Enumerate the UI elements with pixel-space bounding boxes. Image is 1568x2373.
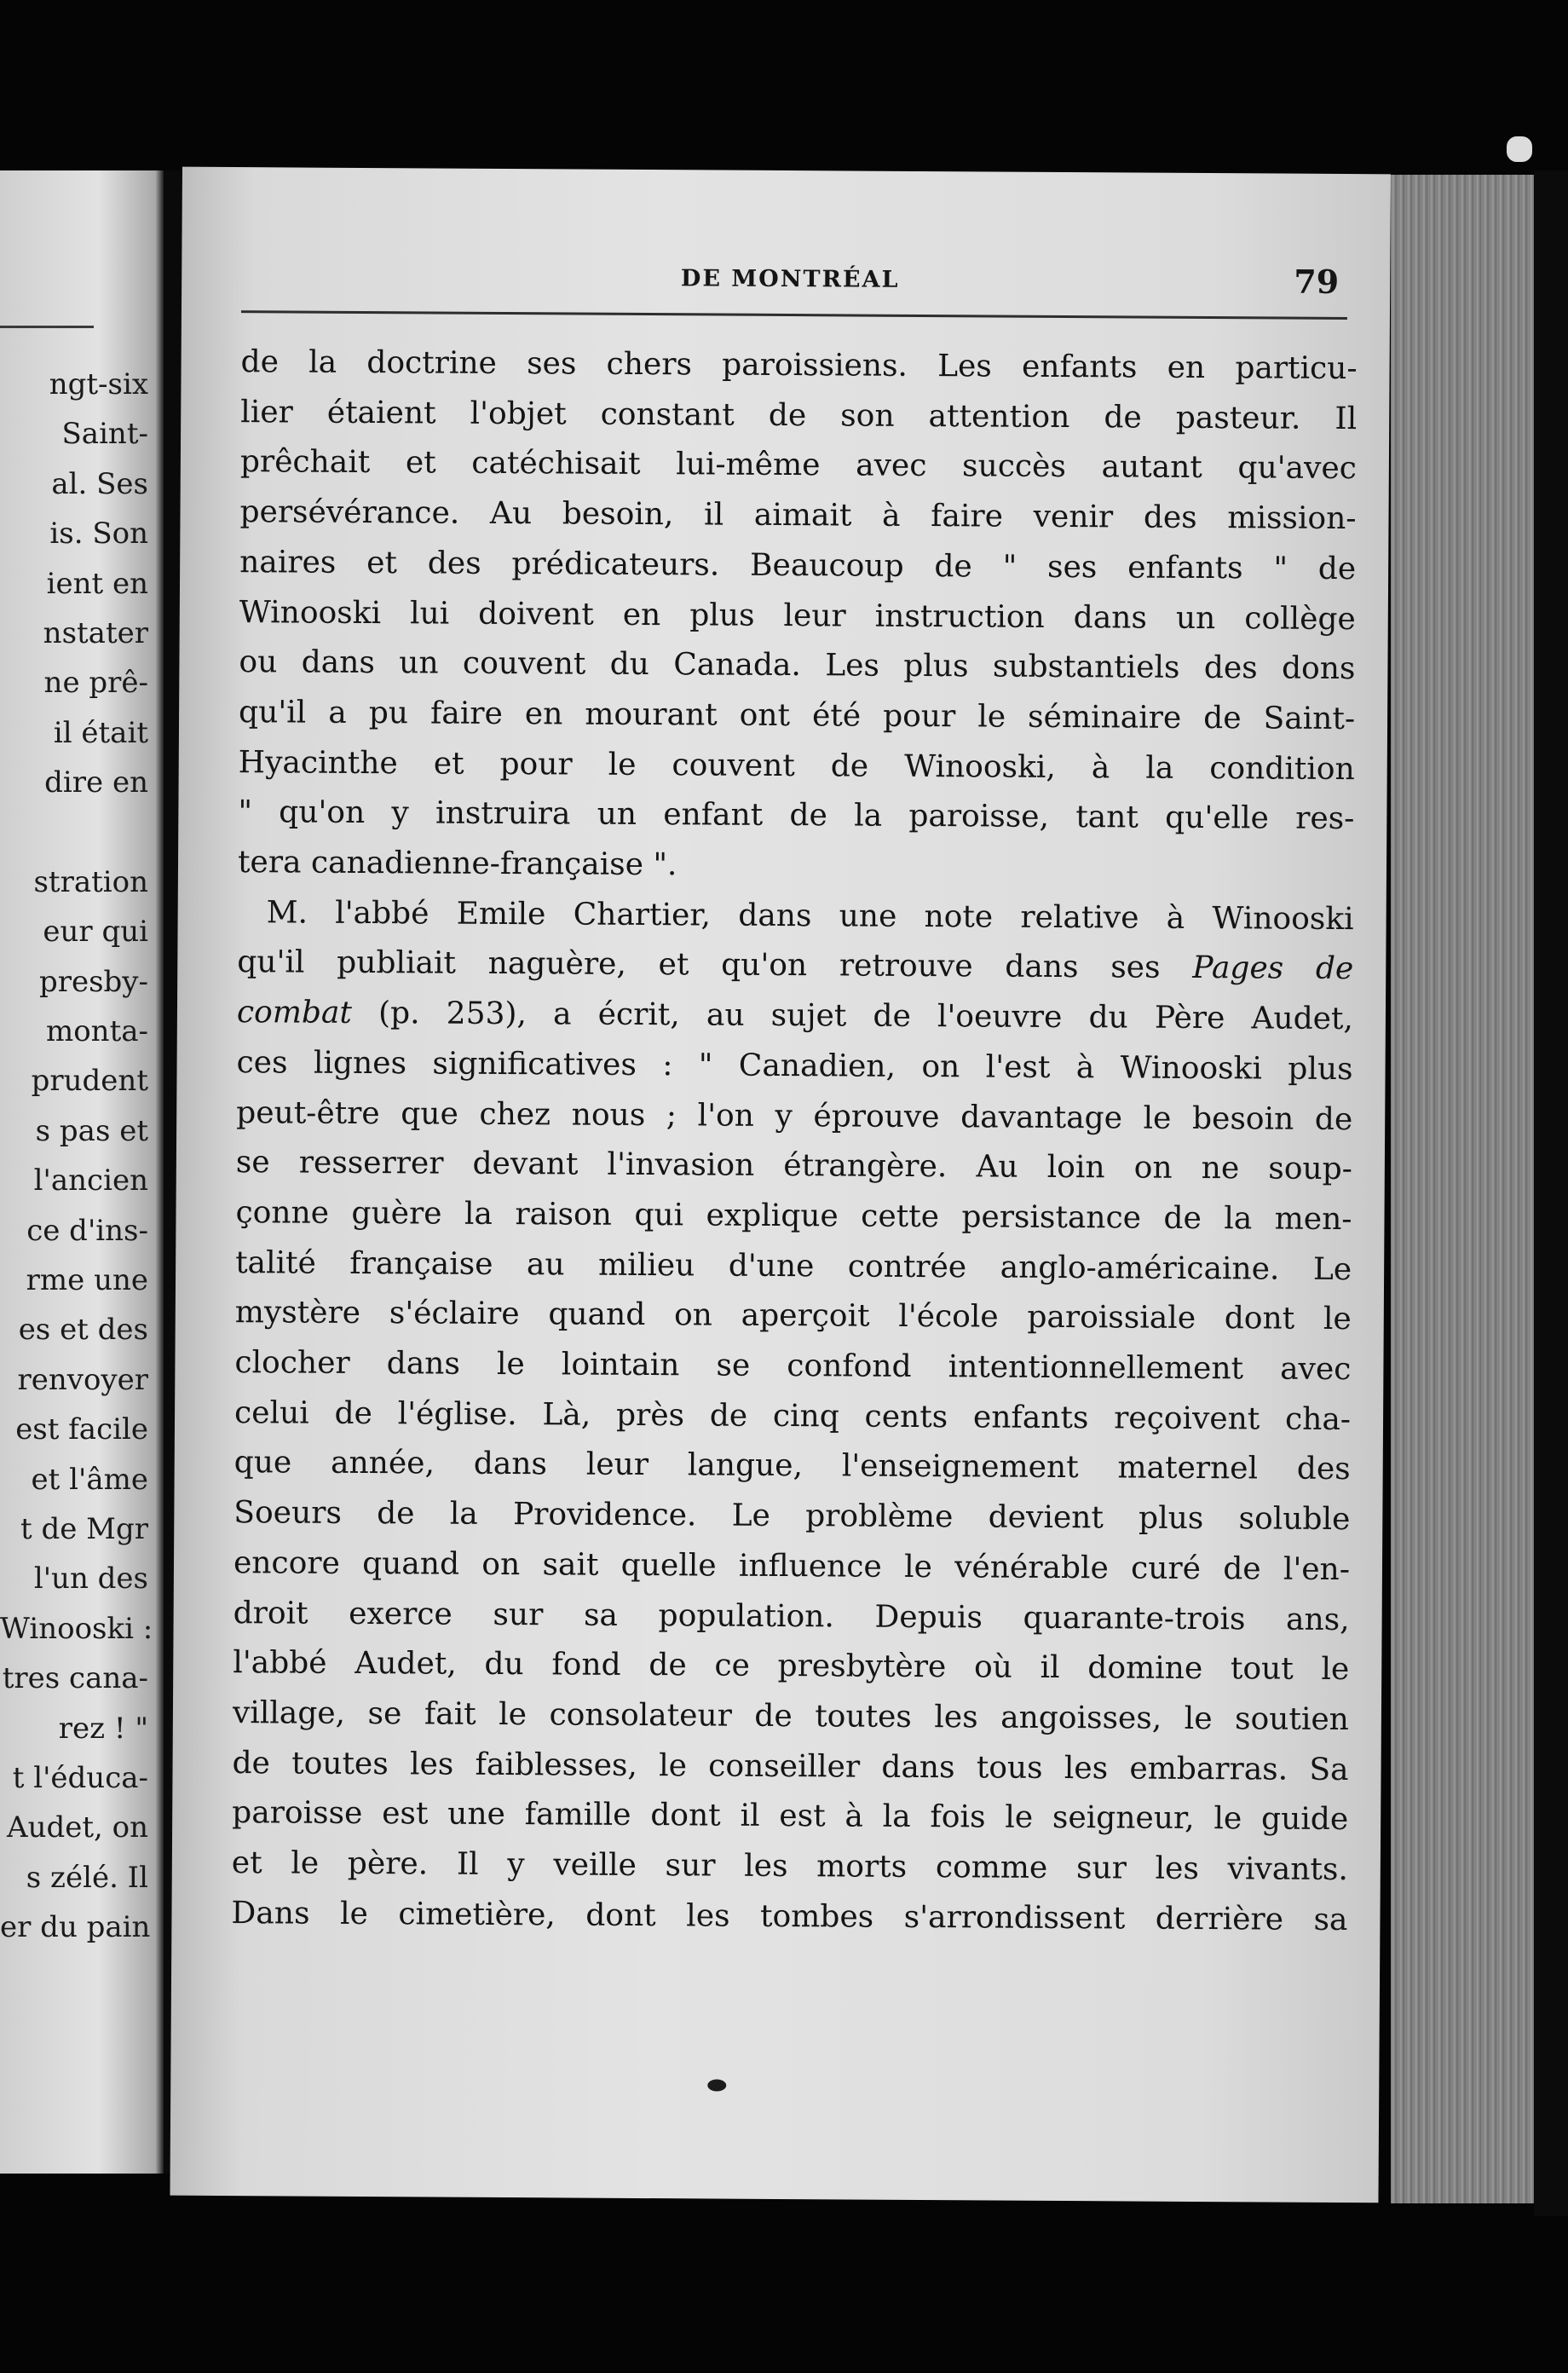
text-line: de toutes les faiblesses, le conseiller dans tous les embarras. Sa bbox=[232, 1745, 1349, 1787]
text-line: M. l'abbé Emile Chartier, dans une note relative à Winooski bbox=[266, 895, 1354, 937]
text-line: çonne guère la raison qui explique cette persistance de la men- bbox=[235, 1195, 1352, 1238]
text-line: peut-être que chez nous ; l'on y éprouve davantage le besoin de bbox=[236, 1094, 1353, 1137]
text-line: l'abbé Audet, du fond de ce presbytère où il domine tout le bbox=[233, 1645, 1350, 1688]
book-title-italic: combat bbox=[236, 995, 353, 1031]
page-body bbox=[231, 338, 1357, 1945]
text-line: encore quand on sait quelle influence le vénérable curé de l'en- bbox=[233, 1544, 1351, 1587]
left-text-line: t de Mgr bbox=[20, 1511, 148, 1546]
text-line: persévérance. Au besoin, il aimait à faire venir des mission- bbox=[239, 494, 1357, 537]
text-line: lier étaient l'objet constant de son attention de pasteur. Il bbox=[240, 394, 1358, 436]
text-line: que année, dans leur langue, l'enseignement maternel des bbox=[233, 1445, 1351, 1487]
left-text-line: il était bbox=[53, 715, 148, 750]
left-text-line: s zélé. Il bbox=[26, 1860, 148, 1895]
text-line: naires et des prédicateurs. Beaucoup de " ses enfants " de bbox=[239, 544, 1357, 586]
text-line bbox=[237, 988, 1353, 1045]
text-line: Soeurs de la Providence. Le problème devient plus soluble bbox=[233, 1495, 1351, 1538]
left-text-line: tres cana- bbox=[2, 1661, 148, 1696]
text-line: " qu'on y instruira un enfant de la paroisse, tant qu'elle res- bbox=[238, 794, 1355, 837]
left-text-line: dire en bbox=[44, 765, 148, 800]
left-text-line: et l'âme bbox=[31, 1462, 148, 1497]
text-line bbox=[237, 938, 1353, 996]
left-text-line: l'ancien bbox=[33, 1163, 148, 1198]
left-text-line: rme une bbox=[26, 1263, 148, 1298]
left-text-line: is. Son bbox=[49, 517, 148, 551]
text-line: et le père. Il y veille sur les morts comme sur les vivants. bbox=[231, 1845, 1348, 1888]
left-text-line: ngt-six bbox=[49, 367, 148, 401]
text-line: celui de l'église. Là, près de cinq cents enfants reçoivent cha- bbox=[233, 1394, 1352, 1437]
left-text-line: es et des bbox=[18, 1313, 148, 1348]
left-text-line: s pas et bbox=[35, 1113, 148, 1148]
book-page bbox=[170, 167, 1391, 2203]
text-line: droit exerce sur sa population. Depuis quarante-trois ans, bbox=[233, 1595, 1350, 1637]
text-line: paroisse est une famille dont il est à la fois le seigneur, le guide bbox=[232, 1795, 1349, 1838]
left-text-line: eur qui bbox=[43, 915, 148, 950]
left-text-line: est facile bbox=[15, 1412, 148, 1447]
left-text-line: al. Ses bbox=[51, 466, 148, 501]
running-title: DE MONTRÉAL bbox=[680, 265, 900, 293]
text-fragment: (p. 253), a écrit, au sujet de l'oeuvre du Père Audet, bbox=[378, 996, 1354, 1037]
text-fragment: qu'il publiait naguère, et qu'on retrouve dans ses bbox=[237, 944, 1161, 986]
text-line: tera canadienne-française ". bbox=[237, 845, 677, 883]
text-line: Hyacinthe et pour le couvent de Winooski, à la condition bbox=[238, 744, 1355, 787]
text-line: talité française au milieu d'une contrée anglo-américaine. Le bbox=[235, 1244, 1352, 1287]
left-text-line: rez ! " bbox=[58, 1711, 148, 1746]
left-page-header-rule bbox=[0, 326, 94, 328]
text-line: de la doctrine ses chers paroissiens. Les enfants en particu- bbox=[240, 344, 1358, 387]
left-text-line: er du pain bbox=[0, 1910, 151, 1945]
left-text-line: nstater bbox=[43, 615, 148, 650]
text-line: Winooski lui doivent en plus leur instruction dans un collège bbox=[239, 594, 1356, 637]
background-shadow bbox=[1534, 170, 1568, 2216]
left-text-line: ce d'ins- bbox=[26, 1213, 148, 1248]
text-line: village, se fait le consolateur de toutes les angoisses, le soutien bbox=[232, 1695, 1350, 1738]
text-line: mystère s'éclaire quand on aperçoit l'école paroissiale dont le bbox=[234, 1295, 1352, 1337]
left-page-text bbox=[0, 360, 153, 1953]
left-text-line: ient en bbox=[46, 566, 148, 601]
paragraph-1 bbox=[238, 338, 1358, 895]
book-title-italic: Pages de bbox=[1192, 950, 1354, 987]
left-text-line: t l'éduca- bbox=[12, 1760, 148, 1795]
left-text-line: renvoyer bbox=[17, 1362, 148, 1397]
left-text-line bbox=[0, 808, 153, 857]
page-number: 79 bbox=[1294, 262, 1340, 301]
left-text-line: stration bbox=[33, 864, 148, 899]
left-page-fragment bbox=[0, 170, 164, 2174]
left-text-line: prudent bbox=[31, 1064, 148, 1099]
left-text-line: ne prê- bbox=[43, 666, 148, 701]
ink-speck bbox=[707, 2079, 726, 2091]
text-line: clocher dans le lointain se confond intentionnellement avec bbox=[234, 1345, 1352, 1388]
paragraph-2 bbox=[231, 888, 1354, 1946]
left-text-line: Audet, on bbox=[7, 1810, 148, 1845]
text-line: qu'il a pu faire en mourant ont été pour le séminaire de Saint- bbox=[238, 695, 1356, 737]
text-line: ou dans un couvent du Canada. Les plus substantiels des dons bbox=[239, 644, 1356, 687]
text-line: prêchait et catéchisait lui-même avec succès autant qu'avec bbox=[239, 444, 1357, 487]
page-stack-edge bbox=[1391, 175, 1544, 2203]
dust-speck bbox=[1507, 136, 1532, 162]
text-line: ces lignes significatives : " Canadien, on l'est à Winooski plus bbox=[236, 1044, 1353, 1087]
text-line: se resserrer devant l'invasion étrangère. Au loin on ne soup- bbox=[235, 1145, 1352, 1187]
left-text-line: monta- bbox=[45, 1014, 148, 1049]
left-text-line: Saint- bbox=[61, 417, 148, 452]
left-text-line: presby- bbox=[38, 964, 148, 999]
left-text-line: l'un des bbox=[33, 1562, 148, 1596]
text-line: Dans le cimetière, dont les tombes s'arrondissent derrière sa bbox=[231, 1895, 1348, 1937]
left-text-line: Winooski : bbox=[0, 1611, 153, 1646]
